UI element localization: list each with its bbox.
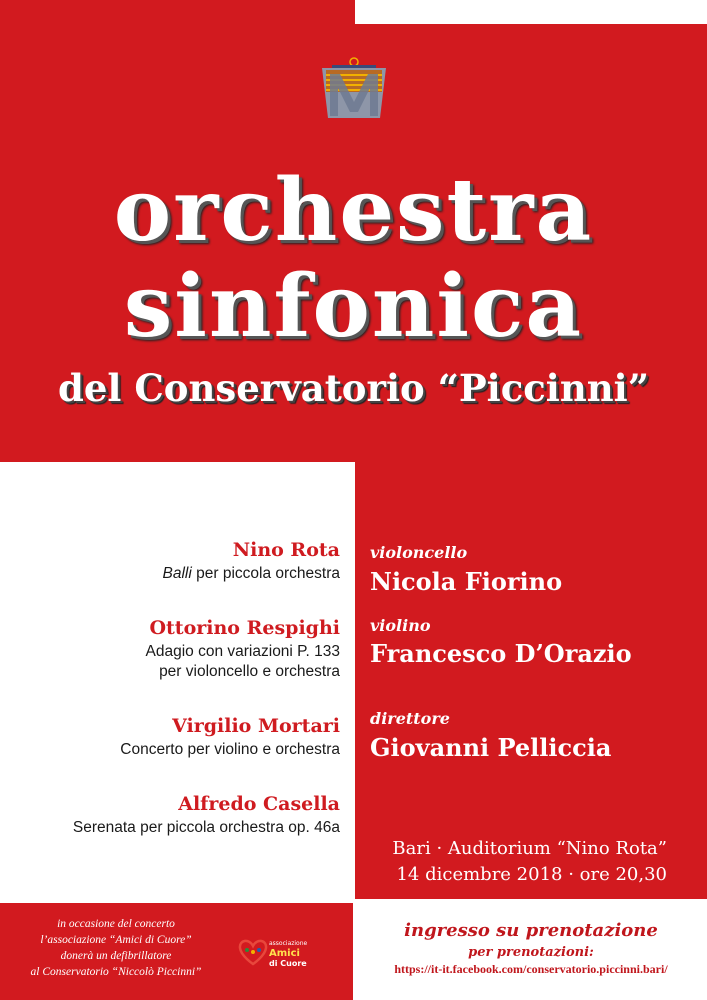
logo-text-di-cuore: di Cuore bbox=[269, 959, 307, 968]
composer-2: Ottorino Respighi bbox=[149, 617, 340, 639]
piece-1 bbox=[163, 564, 340, 584]
piece-4: Serenata per piccola orchestra op. 46a bbox=[72, 819, 340, 836]
role-violoncello: violoncello bbox=[370, 543, 468, 562]
booking-headline: ingresso su prenotazione bbox=[404, 920, 658, 941]
piece-2-line1: Adagio con variazioni P. 133 bbox=[145, 643, 340, 660]
performer-violoncello: Nicola Fiorino bbox=[370, 567, 563, 596]
title-sinfonica: sinfonica bbox=[123, 256, 584, 357]
footer-note-line4: al Conservatorio “Niccolò Piccinni” bbox=[30, 966, 202, 978]
piece-1-title: Balli bbox=[162, 565, 192, 582]
piece-3: Concerto per violino e orchestra bbox=[120, 741, 340, 758]
composer-3: Virgilio Mortari bbox=[172, 715, 340, 737]
performers-red-panel bbox=[355, 462, 707, 899]
logo-text-associazione: associazione bbox=[269, 940, 308, 947]
venue-location: Bari · Auditorium “Nino Rota” bbox=[392, 838, 667, 859]
footer-note-line3: donerà un defibrillatore bbox=[60, 950, 172, 962]
title-orchestra: orchestra bbox=[113, 160, 594, 261]
title-conservatorio: del Conservatorio “Piccinni” bbox=[57, 366, 649, 410]
venue-date-time: 14 dicembre 2018 · ore 20,30 bbox=[396, 864, 667, 885]
role-violino: violino bbox=[370, 616, 431, 635]
conservatory-logo bbox=[318, 56, 390, 124]
piece-2-line2: per violoncello e orchestra bbox=[159, 663, 340, 680]
booking-url-link[interactable]: https://it-it.facebook.com/conservatorio.piccinni.bari/ bbox=[394, 962, 668, 976]
role-direttore: direttore bbox=[370, 709, 450, 728]
performer-direttore: Giovanni Pelliccia bbox=[370, 733, 612, 762]
footer-note-line1: in occasione del concerto bbox=[57, 918, 175, 930]
footer-note-line2: l’associazione “Amici di Cuore” bbox=[40, 934, 192, 946]
performer-violino: Francesco D’Orazio bbox=[370, 639, 632, 668]
logo-text-amici: Amici bbox=[269, 948, 300, 959]
composer-1: Nino Rota bbox=[232, 539, 340, 561]
top-white-strip bbox=[355, 0, 707, 24]
composer-4: Alfredo Casella bbox=[178, 793, 340, 815]
piece-1-rest: per piccola orchestra bbox=[191, 565, 340, 582]
booking-sub: per prenotazioni: bbox=[468, 945, 594, 960]
amici-di-cuore-logo bbox=[237, 934, 321, 974]
